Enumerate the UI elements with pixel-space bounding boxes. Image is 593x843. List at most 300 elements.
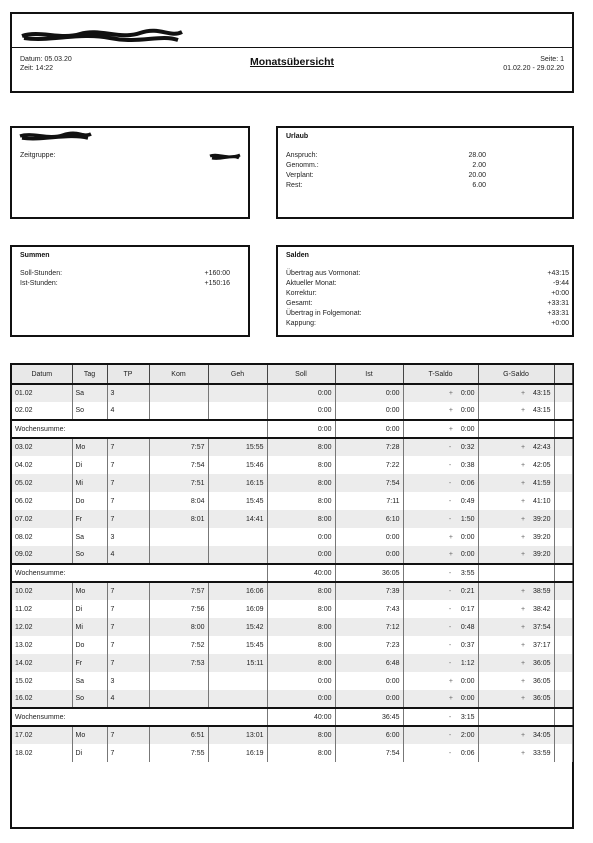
value: 41:10 (532, 497, 551, 505)
cell-ist: 0:00 (335, 672, 403, 690)
cell-datum: 03.02 (12, 438, 72, 456)
cell-g-saldo (478, 672, 554, 690)
value: 0:00 (460, 533, 475, 541)
cell-tp: 7 (107, 510, 149, 528)
cell-spacer (554, 726, 572, 744)
cell-soll: 0:00 (267, 690, 335, 708)
cell-datum: 02.02 (12, 402, 72, 420)
table-row (12, 600, 572, 618)
sign: + (520, 533, 526, 541)
cell-t-saldo (403, 492, 478, 510)
sign: - (448, 479, 452, 487)
sign: - (448, 605, 452, 613)
cell-tag: Sa (72, 672, 107, 690)
cell-soll: 0:00 (267, 420, 335, 438)
table-row (12, 384, 572, 402)
cell-geh (208, 672, 267, 690)
cell-ist: 6:10 (335, 510, 403, 528)
cell-tp: 4 (107, 546, 149, 564)
cell-tag: So (72, 402, 107, 420)
cell-kom: 7:54 (149, 456, 208, 474)
table-row (12, 744, 572, 762)
cell-ist: 36:45 (335, 708, 403, 726)
cell-datum: 14.02 (12, 654, 72, 672)
cell-soll: 8:00 (267, 456, 335, 474)
print-time: Zeit: 14:22 (20, 65, 54, 72)
sign: + (520, 695, 526, 702)
redacted-name-scribble (20, 28, 185, 44)
cell-spacer (554, 744, 572, 762)
cell-geh: 16:06 (208, 582, 267, 600)
cell-geh: 15:55 (208, 438, 267, 456)
cell-geh (208, 402, 267, 420)
sign: + (520, 479, 526, 487)
cell-g-saldo (478, 402, 554, 420)
cell-spacer (554, 546, 572, 564)
cell-t-saldo (403, 420, 478, 438)
cell-t-saldo (403, 564, 478, 582)
table-row (12, 672, 572, 690)
week-sum-label: Wochensumme: (12, 420, 267, 438)
cell-g-saldo (478, 636, 554, 654)
cell-tp: 7 (107, 456, 149, 474)
cell-soll: 8:00 (267, 438, 335, 456)
cell-ist: 0:00 (335, 384, 403, 402)
cell-spacer (554, 510, 572, 528)
col-header-spacer (554, 365, 572, 384)
cell-kom (149, 672, 208, 690)
cell-g-saldo (478, 474, 554, 492)
cell-soll: 40:00 (267, 708, 335, 726)
cell-geh: 15:45 (208, 492, 267, 510)
value: 39:20 (532, 551, 551, 558)
cell-tag: Di (72, 744, 107, 762)
cell-spacer (554, 438, 572, 456)
salden-row: Übertrag in Folgemonat: +33:31 (286, 310, 569, 317)
cell-geh: 15:45 (208, 636, 267, 654)
cell-t-saldo (403, 744, 478, 762)
cell-datum: 08.02 (12, 528, 72, 546)
sign: + (520, 515, 526, 523)
sign: + (448, 390, 453, 397)
salden-row: Korrektur: +0:00 (286, 290, 569, 297)
value: 34:05 (532, 732, 551, 739)
cell-ist: 7:11 (335, 492, 403, 510)
sign: - (448, 569, 452, 577)
value: 33:59 (532, 749, 551, 757)
table-row (12, 582, 572, 600)
cell-tp: 7 (107, 474, 149, 492)
sign: - (448, 659, 452, 667)
cell-tp: 7 (107, 744, 149, 762)
cell-t-saldo (403, 672, 478, 690)
cell-t-saldo (403, 528, 478, 546)
sign: - (448, 749, 452, 757)
cell-soll: 0:00 (267, 528, 335, 546)
cell-tag: Do (72, 492, 107, 510)
cell-ist: 7:28 (335, 438, 403, 456)
cell-ist: 7:43 (335, 600, 403, 618)
cell-datum: 05.02 (12, 474, 72, 492)
cell-spacer (554, 474, 572, 492)
sign: + (520, 407, 526, 414)
value: 37:54 (532, 623, 551, 631)
cell-spacer (554, 618, 572, 636)
table-row (12, 402, 572, 420)
value: 39:20 (532, 515, 551, 523)
cell-geh: 15:46 (208, 456, 267, 474)
cell-g-saldo (478, 600, 554, 618)
cell-ist: 0:00 (335, 402, 403, 420)
cell-t-saldo (403, 456, 478, 474)
cell-tag: Do (72, 636, 107, 654)
cell-ist: 7:22 (335, 456, 403, 474)
cell-geh (208, 384, 267, 402)
week-sum-row (12, 420, 572, 438)
cell-kom: 8:01 (149, 510, 208, 528)
cell-tag: So (72, 690, 107, 708)
cell-tp: 7 (107, 582, 149, 600)
sign: + (520, 588, 526, 595)
cell-soll: 8:00 (267, 510, 335, 528)
salden-row: Aktueller Monat: -9:44 (286, 280, 569, 287)
cell-datum: 10.02 (12, 582, 72, 600)
value: 0:17 (460, 605, 475, 613)
cell-soll: 8:00 (267, 474, 335, 492)
cell-kom: 8:00 (149, 618, 208, 636)
sign: + (448, 551, 453, 558)
person-panel (10, 126, 250, 219)
col-header: T-Saldo (403, 365, 478, 384)
cell-g-saldo (478, 654, 554, 672)
table-row (12, 510, 572, 528)
cell-datum: 06.02 (12, 492, 72, 510)
cell-soll: 8:00 (267, 492, 335, 510)
cell-soll: 0:00 (267, 546, 335, 564)
sign: - (448, 444, 452, 451)
cell-soll: 8:00 (267, 744, 335, 762)
urlaub-list (286, 151, 486, 191)
sign: + (448, 533, 453, 541)
cell-soll: 0:00 (267, 402, 335, 420)
summen-panel (10, 245, 250, 337)
urlaub-row: Verplant: 20.00 (286, 172, 486, 179)
cell-geh: 14:41 (208, 510, 267, 528)
cell-spacer (554, 492, 572, 510)
cell-tag: So (72, 546, 107, 564)
sign: + (520, 623, 526, 631)
cell-spacer (554, 420, 572, 438)
col-header: Datum (12, 365, 72, 384)
table-row (12, 690, 572, 708)
value: 0:00 (460, 695, 475, 702)
cell-t-saldo (403, 438, 478, 456)
sign: + (520, 390, 526, 397)
cell-datum: 04.02 (12, 456, 72, 474)
cell-tp: 7 (107, 438, 149, 456)
cell-datum: 09.02 (12, 546, 72, 564)
cell-soll: 8:00 (267, 582, 335, 600)
cell-kom: 6:51 (149, 726, 208, 744)
report-header (10, 12, 574, 93)
cell-datum: 17.02 (12, 726, 72, 744)
cell-spacer (554, 636, 572, 654)
cell-ist: 7:54 (335, 474, 403, 492)
cell-ist: 0:00 (335, 420, 403, 438)
sign: - (448, 732, 452, 739)
cell-g-saldo (478, 726, 554, 744)
col-header: Tag (72, 365, 107, 384)
cell-g-saldo (478, 492, 554, 510)
cell-spacer (554, 600, 572, 618)
value: 42:05 (532, 461, 551, 469)
cell-soll: 8:00 (267, 654, 335, 672)
cell-t-saldo (403, 726, 478, 744)
cell-t-saldo (403, 402, 478, 420)
cell-spacer (554, 672, 572, 690)
cell-t-saldo (403, 618, 478, 636)
col-header: TP (107, 365, 149, 384)
cell-ist: 6:48 (335, 654, 403, 672)
cell-g-saldo (478, 708, 554, 726)
cell-geh: 13:01 (208, 726, 267, 744)
cell-geh (208, 690, 267, 708)
sign: - (448, 623, 452, 631)
cell-datum: 18.02 (12, 744, 72, 762)
cell-tag: Sa (72, 528, 107, 546)
value: 42:43 (532, 444, 551, 451)
col-header: Soll (267, 365, 335, 384)
sign: + (448, 677, 453, 685)
cell-g-saldo (478, 582, 554, 600)
cell-t-saldo (403, 708, 478, 726)
value: 0:06 (460, 479, 475, 487)
cell-spacer (554, 402, 572, 420)
redacted-person-scribble (18, 130, 93, 142)
cell-soll: 8:00 (267, 618, 335, 636)
cell-soll: 8:00 (267, 636, 335, 654)
cell-soll: 8:00 (267, 726, 335, 744)
cell-tag: Mo (72, 582, 107, 600)
value: 1:12 (460, 659, 475, 667)
urlaub-row: Genomm.: 2.00 (286, 162, 486, 169)
cell-spacer (554, 384, 572, 402)
cell-tag: Mo (72, 438, 107, 456)
table-row (12, 438, 572, 456)
table-row (12, 618, 572, 636)
cell-datum: 07.02 (12, 510, 72, 528)
cell-t-saldo (403, 690, 478, 708)
summen-row: Ist-Stunden: +150:16 (20, 280, 230, 287)
cell-tag: Mi (72, 474, 107, 492)
cell-spacer (554, 654, 572, 672)
value: 0:38 (460, 461, 475, 469)
page-number: Seite: 1 (540, 56, 564, 63)
cell-ist: 6:00 (335, 726, 403, 744)
value: 0:32 (460, 444, 475, 451)
sign: + (520, 497, 526, 505)
col-header: Geh (208, 365, 267, 384)
header-divider (12, 47, 572, 48)
cell-g-saldo (478, 510, 554, 528)
cell-ist: 7:23 (335, 636, 403, 654)
value: 0:00 (460, 407, 475, 414)
cell-kom (149, 384, 208, 402)
value: 1:50 (460, 515, 475, 523)
cell-g-saldo (478, 384, 554, 402)
cell-tp: 4 (107, 690, 149, 708)
salden-row: Kappung: +0:00 (286, 320, 569, 327)
cell-kom: 7:55 (149, 744, 208, 762)
cell-tp: 3 (107, 528, 149, 546)
sign: - (448, 461, 452, 469)
cell-tp: 4 (107, 402, 149, 420)
cell-g-saldo (478, 618, 554, 636)
sign: - (448, 497, 452, 505)
table-header-row (12, 365, 572, 384)
cell-tp: 7 (107, 654, 149, 672)
cell-ist: 36:05 (335, 564, 403, 582)
cell-tag: Di (72, 600, 107, 618)
cell-tp: 7 (107, 492, 149, 510)
table-row (12, 528, 572, 546)
value: 36:05 (532, 695, 551, 702)
cell-kom: 7:56 (149, 600, 208, 618)
sign: - (448, 515, 452, 523)
value: 0:06 (460, 749, 475, 757)
cell-kom: 7:52 (149, 636, 208, 654)
cell-ist: 7:54 (335, 744, 403, 762)
value: 0:48 (460, 623, 475, 631)
value: 43:15 (532, 390, 551, 397)
cell-ist: 7:12 (335, 618, 403, 636)
cell-g-saldo (478, 420, 554, 438)
cell-ist: 0:00 (335, 528, 403, 546)
cell-t-saldo (403, 546, 478, 564)
cell-geh: 15:42 (208, 618, 267, 636)
cell-spacer (554, 456, 572, 474)
summen-row: Soll-Stunden: +160:00 (20, 270, 230, 277)
value: 0:00 (460, 425, 475, 433)
cell-soll: 0:00 (267, 672, 335, 690)
cell-kom: 7:53 (149, 654, 208, 672)
salden-title: Salden (286, 252, 309, 259)
week-sum-row (12, 564, 572, 582)
cell-datum: 12.02 (12, 618, 72, 636)
cell-soll: 0:00 (267, 384, 335, 402)
cell-t-saldo (403, 636, 478, 654)
value: 36:05 (532, 677, 551, 685)
value: 0:00 (460, 390, 475, 397)
cell-ist: 0:00 (335, 690, 403, 708)
salden-panel (276, 245, 574, 337)
cell-tag: Mo (72, 726, 107, 744)
sign: + (520, 732, 526, 739)
cell-geh: 15:11 (208, 654, 267, 672)
date-range: 01.02.20 - 29.02.20 (503, 65, 564, 72)
sign: + (520, 659, 526, 667)
cell-kom: 7:57 (149, 438, 208, 456)
sign: + (520, 641, 526, 649)
sign: - (448, 641, 452, 649)
sign: + (448, 695, 453, 702)
sign: - (448, 713, 452, 721)
sign: + (520, 677, 526, 685)
cell-tag: Sa (72, 384, 107, 402)
urlaub-row: Anspruch: 28.00 (286, 152, 486, 159)
table-row (12, 492, 572, 510)
cell-ist: 7:39 (335, 582, 403, 600)
urlaub-panel (276, 126, 574, 219)
cell-g-saldo (478, 546, 554, 564)
value: 38:59 (532, 588, 551, 595)
cell-g-saldo (478, 564, 554, 582)
cell-geh: 16:15 (208, 474, 267, 492)
cell-g-saldo (478, 690, 554, 708)
col-header: Ist (335, 365, 403, 384)
cell-datum: 16.02 (12, 690, 72, 708)
value: 0:00 (460, 551, 475, 558)
summen-list (20, 269, 230, 289)
sign: + (520, 461, 526, 469)
cell-t-saldo (403, 600, 478, 618)
cell-geh (208, 546, 267, 564)
redacted-group-scribble (208, 152, 242, 161)
cell-datum: 15.02 (12, 672, 72, 690)
salden-list (286, 269, 569, 329)
value: 36:05 (532, 659, 551, 667)
urlaub-row: Rest: 6.00 (286, 182, 486, 189)
cell-tag: Fr (72, 510, 107, 528)
cell-datum: 01.02 (12, 384, 72, 402)
cell-kom (149, 546, 208, 564)
value: 0:37 (460, 641, 475, 649)
cell-kom: 8:04 (149, 492, 208, 510)
sign: + (520, 605, 526, 613)
cell-g-saldo (478, 744, 554, 762)
cell-spacer (554, 564, 572, 582)
value: 43:15 (532, 407, 551, 414)
time-table-panel (10, 363, 574, 829)
table-row (12, 474, 572, 492)
value: 2:00 (460, 732, 475, 739)
cell-soll: 40:00 (267, 564, 335, 582)
cell-tp: 7 (107, 618, 149, 636)
cell-kom: 7:57 (149, 582, 208, 600)
table-row (12, 456, 572, 474)
value: 37:17 (532, 641, 551, 649)
cell-g-saldo (478, 438, 554, 456)
cell-kom (149, 690, 208, 708)
week-sum-label: Wochensumme: (12, 708, 267, 726)
page-title: Monatsübersicht (249, 56, 334, 68)
cell-datum: 13.02 (12, 636, 72, 654)
cell-spacer (554, 582, 572, 600)
value: 0:49 (460, 497, 475, 505)
sign: + (520, 749, 526, 757)
value: 39:20 (532, 533, 551, 541)
cell-datum: 11.02 (12, 600, 72, 618)
cell-t-saldo (403, 474, 478, 492)
cell-g-saldo (478, 456, 554, 474)
time-table (12, 365, 573, 762)
cell-t-saldo (403, 384, 478, 402)
week-sum-label: Wochensumme: (12, 564, 267, 582)
print-date: Datum: 05.03.20 (20, 56, 72, 63)
cell-spacer (554, 708, 572, 726)
cell-soll: 8:00 (267, 600, 335, 618)
cell-tp: 3 (107, 384, 149, 402)
